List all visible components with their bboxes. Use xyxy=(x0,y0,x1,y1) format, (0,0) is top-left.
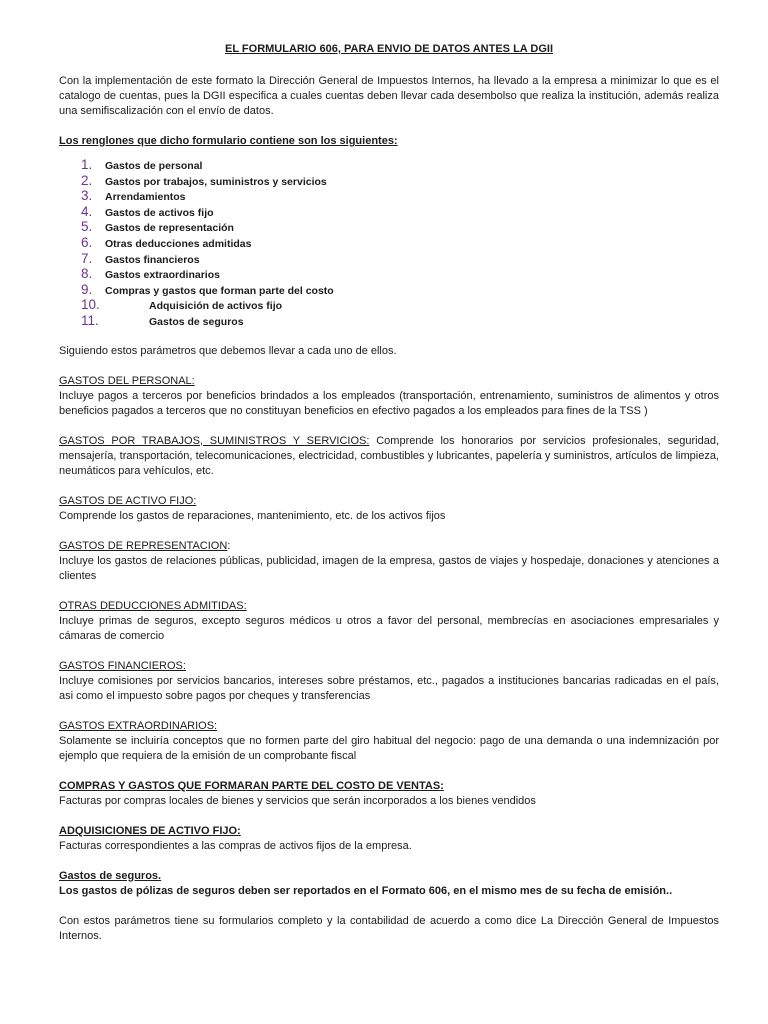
list-item xyxy=(81,188,719,204)
list-item-label: Gastos de seguros xyxy=(149,315,244,328)
section-heading: GASTOS FINANCIEROS: xyxy=(59,659,186,672)
section-trabajos xyxy=(59,434,719,479)
list-item-label: Arrendamientos xyxy=(105,191,186,204)
section-body: Facturas por compras locales de bienes y servicios que serán incorporados a los bienes vendidos xyxy=(59,794,536,807)
list-item-label: Compras y gastos que forman parte del costo xyxy=(105,284,334,297)
section-seguros xyxy=(59,869,719,899)
section-adquisiciones xyxy=(59,824,719,854)
list-item xyxy=(81,282,719,298)
section-representacion xyxy=(59,539,719,584)
list-item xyxy=(81,235,719,251)
section-heading: COMPRAS Y GASTOS QUE FORMARAN PARTE DEL COSTO DE VENTAS: xyxy=(59,779,444,792)
expense-list xyxy=(59,157,719,329)
list-number: 9. xyxy=(81,281,93,297)
list-item-label: Adquisición de activos fijo xyxy=(149,300,283,313)
section-body: Incluye los gastos de relaciones públicas, publicidad, imagen de la empresa, gastos de viajes y hospedaje, donaciones y atenciones a clientes xyxy=(59,554,719,582)
list-item xyxy=(81,297,719,313)
list-item-label: Otras deducciones admitidas xyxy=(105,237,252,250)
list-item-label: Gastos extraordinarios xyxy=(105,269,220,282)
list-heading: Los renglones que dicho formulario contiene son los siguientes: xyxy=(59,135,398,147)
following-text: Siguiendo estos parámetros que debemos llevar a cada uno de ellos. xyxy=(59,344,397,357)
section-body: Comprende los honorarios por servicios profesionales, seguridad, mensajería, transportación, telecomunicaciones, electricidad, combustibles y lubricantes, papelería y suministros, artículos de limpieza, neumáticos para vehículos, etc. xyxy=(59,434,719,477)
section-body: Incluye comisiones por servicios bancarios, intereses sobre préstamos, etc., pagados a instituciones bancarias radicadas en el país, asi como el impuesto sobre pagos por cheques y transferencias xyxy=(59,674,719,702)
list-number: 8. xyxy=(81,266,93,282)
section-heading-suffix: : xyxy=(227,539,231,552)
section-financieros xyxy=(59,659,719,704)
section-heading-line xyxy=(59,539,719,554)
list-item-label: Gastos de activos fijo xyxy=(105,206,214,219)
list-number: 11. xyxy=(81,312,99,328)
intro-paragraph: Con la implementación de este formato la Dirección General de Impuestos Internos, ha llevado a la empresa a minimizar lo que es el catalogo de cuentas, pues la DGII especifica a cuales cuentas deben llevar cada desembolso que realiza la institución, además realiza una semifiscalización con el envío de datos. xyxy=(59,75,719,117)
section-body: Comprende los gastos de reparaciones, mantenimiento, etc. de los activos fijos xyxy=(59,509,446,522)
list-number: 1. xyxy=(81,157,93,172)
list-item xyxy=(81,313,719,329)
section-heading: GASTOS POR TRABAJOS, SUMINISTROS Y SERVICIOS: xyxy=(59,434,370,447)
section-personal xyxy=(59,374,719,419)
section-heading: GASTOS EXTRAORDINARIOS: xyxy=(59,719,218,732)
conclusion-paragraph: Con estos parámetros tiene su formularios completo y la contabilidad de acuerdo a como dice La Dirección General de Impuestos Internos. xyxy=(59,914,719,942)
list-number: 2. xyxy=(81,172,93,188)
list-number: 3. xyxy=(81,188,93,204)
document-title: EL FORMULARIO 606, PARA ENVIO DE DATOS ANTES LA DGII xyxy=(225,43,553,55)
section-compras xyxy=(59,779,719,809)
list-item-label: Gastos de representación xyxy=(105,222,234,235)
section-extraordinarios xyxy=(59,719,719,764)
list-item xyxy=(81,266,719,282)
list-number: 7. xyxy=(81,250,93,266)
section-body: Incluye primas de seguros, excepto seguros médicos u otros a favor del personal, membrecías en asociaciones empresariales y cámaras de comercio xyxy=(59,614,719,642)
list-item-label: Gastos financieros xyxy=(105,253,200,266)
list-number: 5. xyxy=(81,219,93,235)
section-heading: GASTOS DE REPRESENTACION xyxy=(59,539,228,552)
list-number: 4. xyxy=(81,203,93,219)
section-body: Facturas correspondientes a las compras de activos fijos de la empresa. xyxy=(59,839,412,852)
section-body: Incluye pagos a terceros por beneficios brindados a los empleados (transportación, entrenamiento, suministros de alimentos y otros beneficios pagados a terceros que no constituyan beneficios en efectivo pagados a los empleados para fines de la TSS ) xyxy=(59,389,719,417)
section-body: Los gastos de pólizas de seguros deben ser reportados en el Formato 606, en el mismo mes de su fecha de emisión.. xyxy=(59,884,673,897)
section-otras xyxy=(59,599,719,644)
list-item-label: Gastos de personal xyxy=(105,160,203,172)
list-item xyxy=(81,157,719,173)
section-heading: GASTOS DEL PERSONAL: xyxy=(59,374,195,387)
list-item xyxy=(81,173,719,189)
list-item-label: Gastos por trabajos, suministros y servicios xyxy=(105,175,327,188)
list-item xyxy=(81,251,719,267)
section-activo-fijo xyxy=(59,494,719,524)
section-body: Solamente se incluiría conceptos que no formen parte del giro habitual del negocio: pago de una demanda o una indemnización por ejemplo que requiera de la emisión de un comprobante fiscal xyxy=(59,734,719,762)
list-number: 6. xyxy=(81,234,93,250)
section-heading: ADQUISICIONES DE ACTIVO FIJO: xyxy=(59,824,241,837)
list-number: 10. xyxy=(81,297,100,313)
section-paragraph xyxy=(59,434,719,479)
section-heading: GASTOS DE ACTIVO FIJO: xyxy=(59,494,197,507)
section-heading: Gastos de seguros. xyxy=(59,869,162,882)
list-item xyxy=(81,219,719,235)
section-heading: OTRAS DEDUCCIONES ADMITIDAS: xyxy=(59,599,247,612)
list-item xyxy=(81,204,719,220)
